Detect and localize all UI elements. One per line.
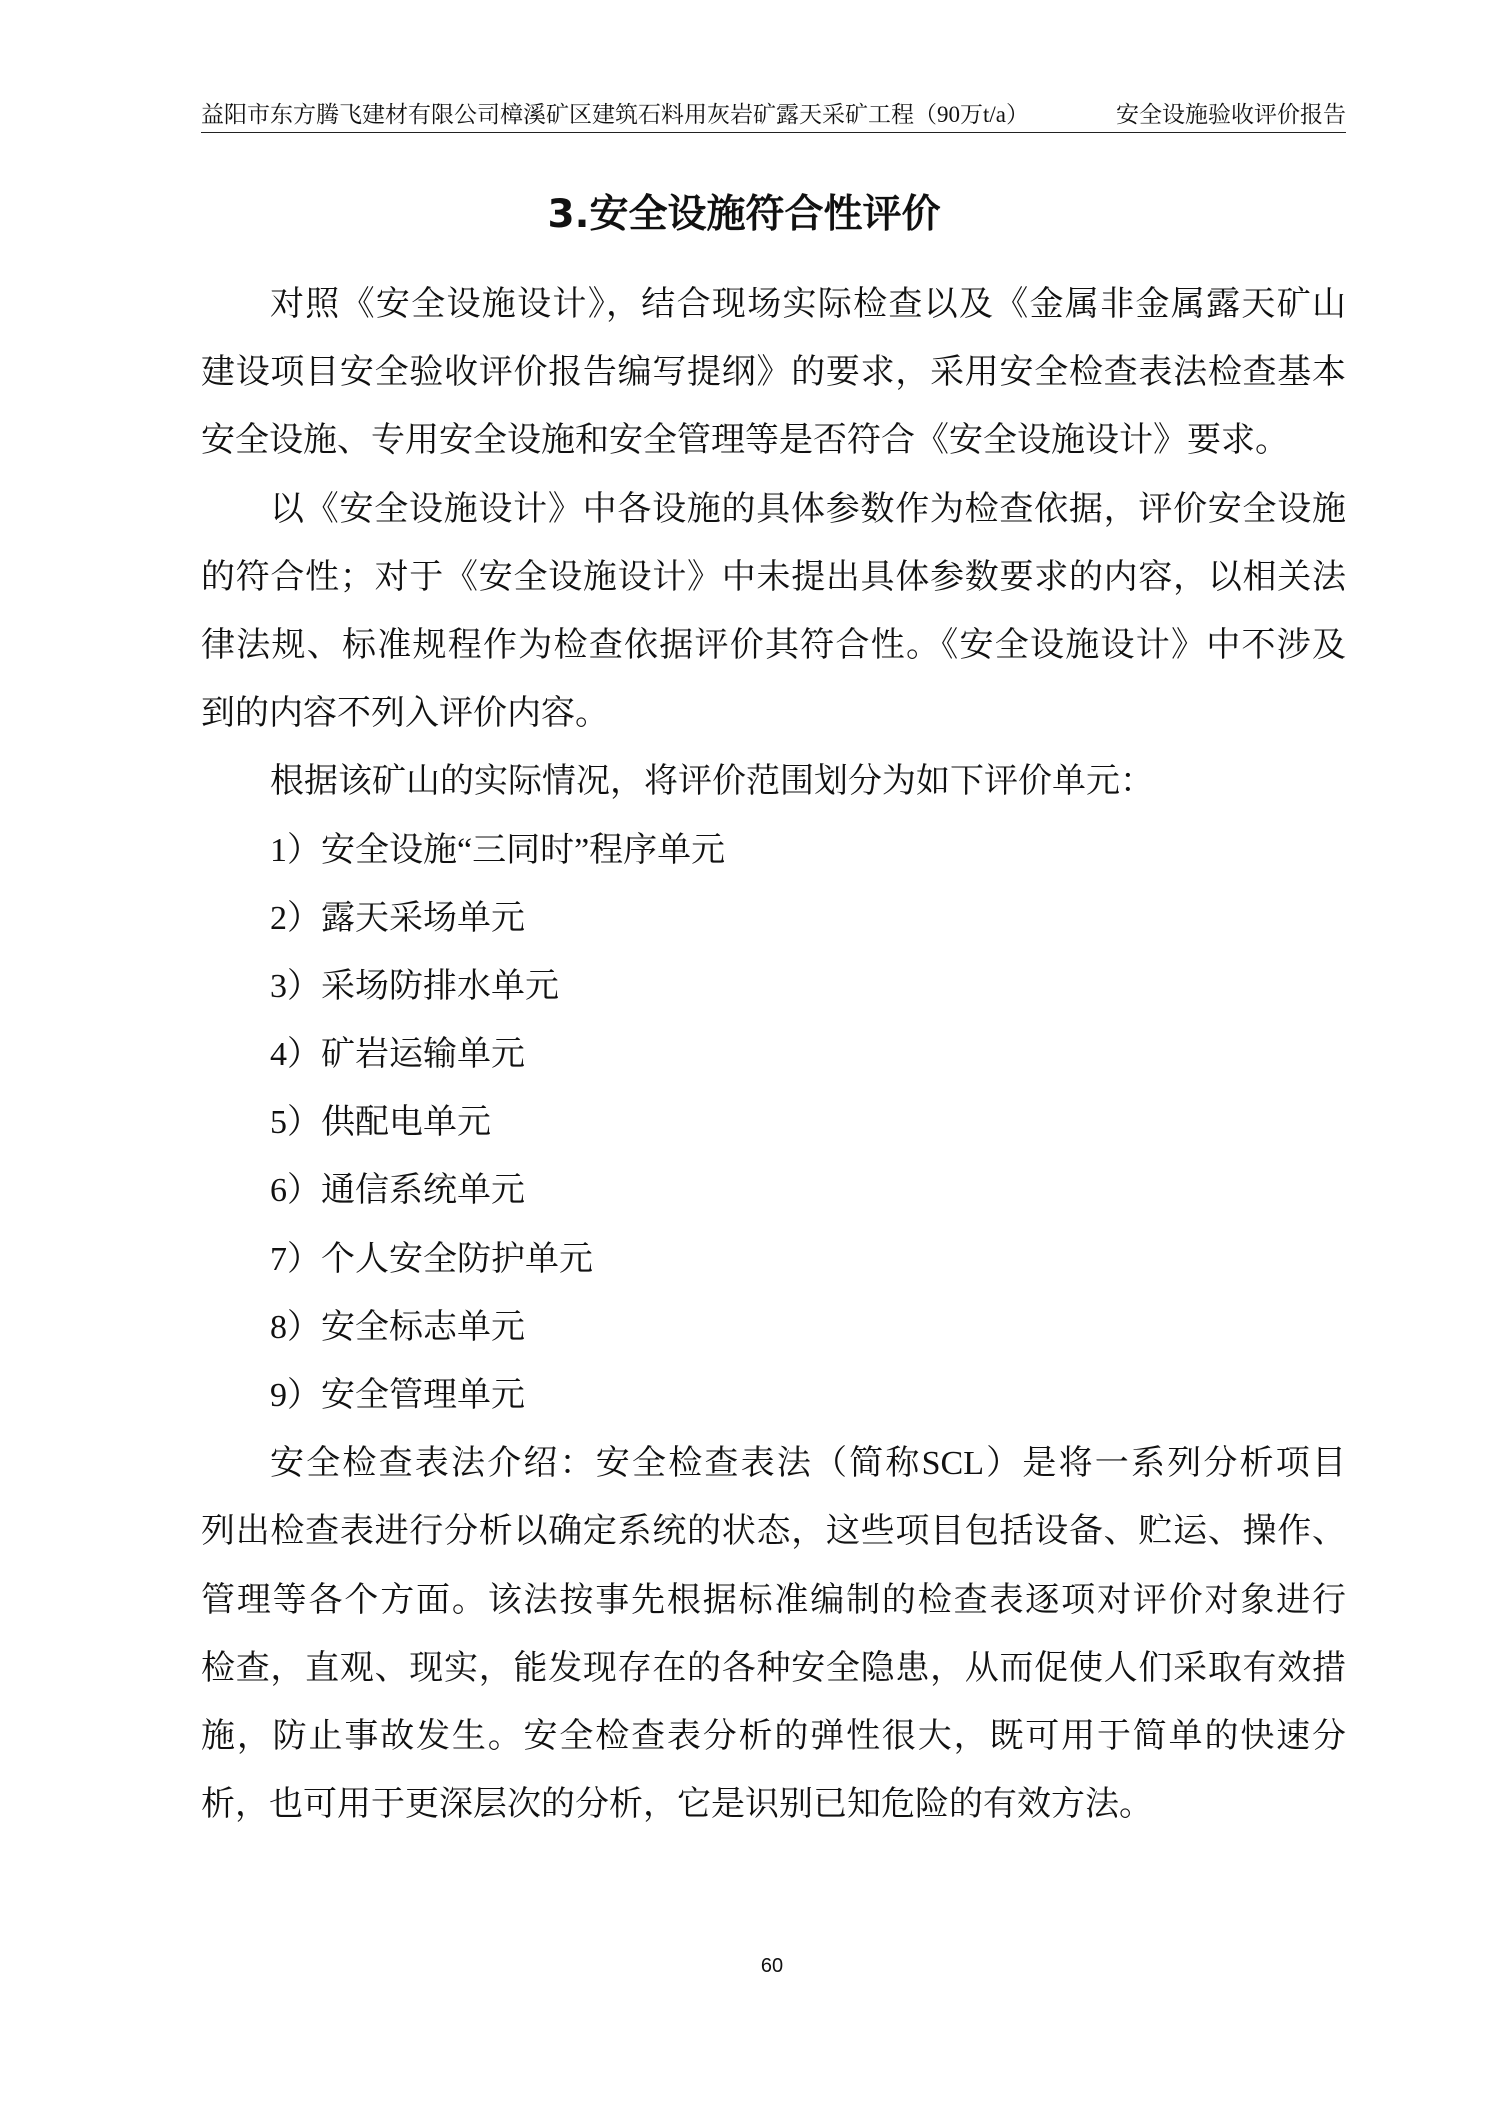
body-text bbox=[201, 271, 1346, 1839]
text-line: 到的内容不列入评价内容。 bbox=[201, 695, 609, 733]
text-line: 建设项目安全验收评价报告编写提纲》的要求，采用安全检查表法检查基本 bbox=[201, 354, 1346, 392]
text-line: 施，防止事故发生。安全检查表分析的弹性很大，既可用于简单的快速分 bbox=[201, 1717, 1346, 1755]
text-line: 管理等各个方面。该法按事先根据标准编制的检查表逐项对评价对象进行 bbox=[201, 1581, 1346, 1619]
section-title: 3.安全设施符合性评价 bbox=[547, 192, 941, 237]
text-line: 3）采场防排水单元 bbox=[270, 967, 559, 1005]
header-report-name: 安全设施验收评价报告 bbox=[1116, 102, 1346, 127]
text-line: 6）通信系统单元 bbox=[270, 1172, 525, 1210]
text-line: 列出检查表进行分析以确定系统的状态，这些项目包括设备、贮运、操作、 bbox=[201, 1513, 1346, 1551]
text-line: 7）个人安全防护单元 bbox=[270, 1240, 593, 1278]
text-line: 安全检查表法介绍：安全检查表法（简称SCL）是将一系列分析项目 bbox=[270, 1445, 1346, 1483]
text-line: 检查，直观、现实，能发现存在的各种安全隐患，从而促使人们采取有效措 bbox=[201, 1649, 1346, 1687]
text-line: 1）安全设施“三同时”程序单元 bbox=[270, 831, 726, 869]
text-line: 8）安全标志单元 bbox=[270, 1308, 525, 1346]
text-line: 律法规、标准规程作为检查依据评价其符合性。《安全设施设计》中不涉及 bbox=[201, 626, 1346, 664]
text-line: 的符合性；对于《安全设施设计》中未提出具体参数要求的内容，以相关法 bbox=[201, 558, 1346, 596]
text-line: 5）供配电单元 bbox=[270, 1104, 491, 1142]
text-line: 9）安全管理单元 bbox=[270, 1377, 525, 1414]
text-line: 根据该矿山的实际情况，将评价范围划分为如下评价单元： bbox=[270, 763, 1154, 801]
text-line: 2）露天采场单元 bbox=[270, 899, 525, 937]
text-line: 析，也可用于更深层次的分析，它是识别已知危险的有效方法。 bbox=[201, 1786, 1153, 1824]
text-line: 以《安全设施设计》中各设施的具体参数作为检查依据，评价安全设施 bbox=[270, 490, 1346, 528]
text-line: 对照《安全设施设计》，结合现场实际检查以及《金属非金属露天矿山 bbox=[270, 286, 1346, 323]
text-line: 安全设施、专用安全设施和安全管理等是否符合《安全设施设计》要求。 bbox=[201, 422, 1289, 460]
header-project-name: 益阳市东方腾飞建材有限公司樟溪矿区建筑石料用灰岩矿露天采矿工程（90万t/a） bbox=[201, 102, 1029, 127]
text-line: 4）矿岩运输单元 bbox=[270, 1036, 525, 1074]
page-number: 60 bbox=[760, 1955, 784, 1977]
page-header bbox=[201, 100, 1346, 133]
